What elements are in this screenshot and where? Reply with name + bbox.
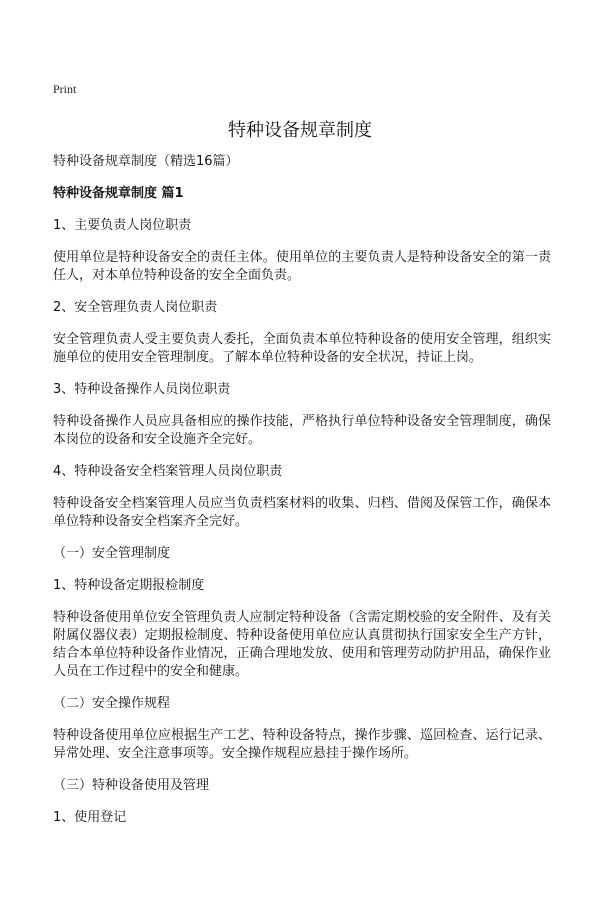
- item-heading: 3、特种设备操作人员岗位职责: [53, 382, 231, 397]
- paragraph: 安全管理负责人受主要负责人委托，全面负责本单位特种设备的使用安全管理，组织实施单位的使用安全管理制度。了解本单位特种设备的安全状况，持证上岗。: [53, 332, 551, 365]
- document-subtitle: 特种设备规章制度（精选16篇）: [53, 154, 239, 169]
- paragraph: 特种设备安全档案管理人员应当负责档案材料的收集、归档、借阅及保管工作，确保本单位特种设备安全档案齐全完好。: [53, 496, 551, 529]
- subsection-heading: （二）安全操作规程: [53, 696, 171, 711]
- subsection-heading: （一）安全管理制度: [53, 546, 171, 561]
- item-heading: 2、安全管理负责人岗位职责: [53, 300, 218, 315]
- subsection-heading: （三）特种设备使用及管理: [53, 778, 210, 793]
- paragraph: 特种设备使用单位应根据生产工艺、特种设备特点，操作步骤、巡回检查、运行记录、异常处理、安全注意事项等。安全操作规程应悬挂于操作场所。: [53, 728, 551, 761]
- document-title: 特种设备规章制度: [228, 120, 372, 141]
- paragraph: 特种设备操作人员应具备相应的操作技能，严格执行单位特种设备安全管理制度，确保本岗位的设备和安全设施齐全完好。: [53, 414, 551, 447]
- section-heading: 特种设备规章制度 篇1: [53, 186, 184, 201]
- document-body: [53, 153, 551, 841]
- paragraph: 特种设备使用单位安全管理负责人应制定特种设备（含需定期校验的安全附件、及有关附属仪器仪表）定期报检制度、特种设备使用单位应认真贯彻执行国家安全生产方针，结合本单位特种设备作业情况，正确合理地发放、使用和管理劳动防护用品，确保作业人员在工作过程中的安全和健康。: [53, 610, 551, 679]
- item-heading: 1、特种设备定期报检制度: [53, 578, 205, 593]
- print-link[interactable]: Print: [53, 82, 77, 96]
- item-heading: 4、特种设备安全档案管理人员岗位职责: [53, 464, 283, 479]
- paragraph: 使用单位是特种设备安全的责任主体。使用单位的主要负责人是特种设备安全的第一责任人，对本单位特种设备的安全全面负责。: [53, 250, 551, 283]
- item-heading: 1、主要负责人岗位职责: [53, 218, 192, 233]
- item-heading: 1、使用登记: [53, 810, 127, 825]
